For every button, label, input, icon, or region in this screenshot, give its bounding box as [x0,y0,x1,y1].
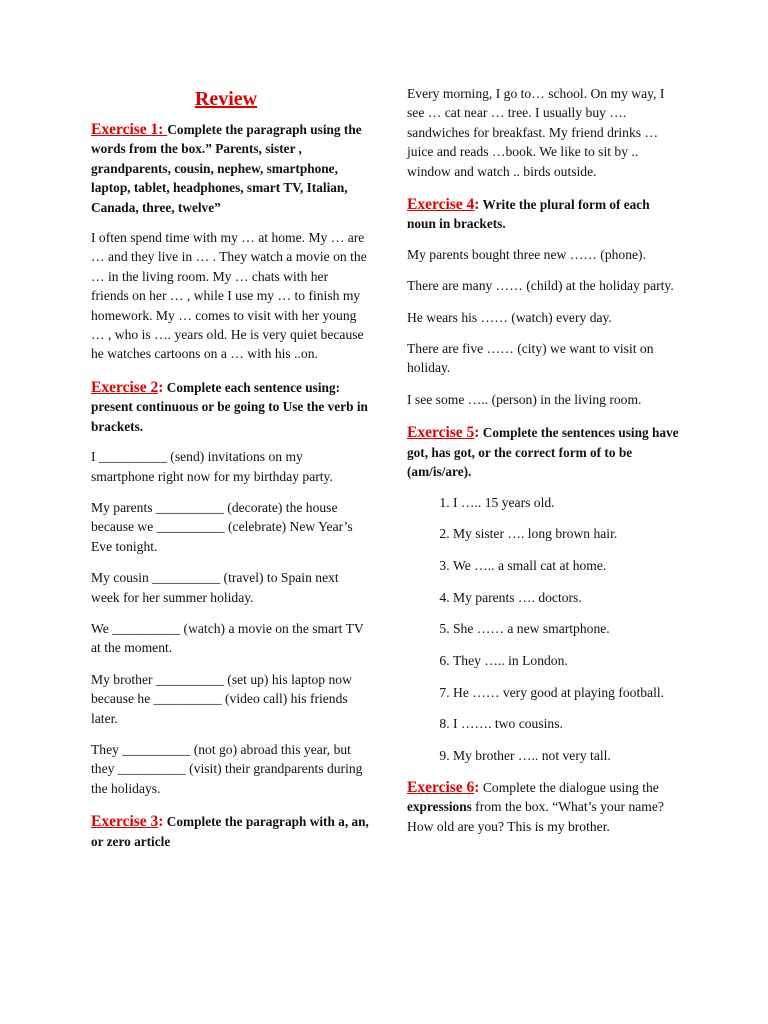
exercise-5-list [407,493,679,766]
exercise-4-sentence: He wears his …… (watch) every day. [407,309,612,325]
exercise-4-sentence: I see some ….. (person) in the living room. [407,391,642,407]
right-column [407,0,679,836]
list-item: 3. We ….. a small cat at home. [453,556,679,575]
exercise-1-instruction: Complete the paragraph using the words from the box.” Parents, sister , grandparents, cousin, nephew, smartphone, laptop, tablet, headphones, smart TV, Italian, Canada, three, twelve” [91,122,362,215]
exercise-2-sentence: My brother __________ (set up) his laptop now because he __________ (video call) his friends later. [91,671,352,726]
exercise-1-label: Exercise 1: [91,121,168,138]
list-item: 2. My sister …. long brown hair. [453,524,679,543]
exercise-1-paragraph: I often spend time with my … at home. My … are … and they live in … . They watch a movie on the … in the living room. My … chats with her friends on her … , while I use my … to finish my homework. My … comes to visit with her young … , who is …. years old. He is very quiet because he watches cartoons on a … with his ..on. [91,230,367,362]
exercise-3-heading: Exercise 3: Complete the paragraph with a, an, or zero article [91,813,369,849]
exercise-6-label: Exercise 6 [407,778,475,796]
list-item: 1. I ….. 15 years old. [453,493,679,512]
exercise-4-sentence: There are five …… (city) we want to visit on holiday. [407,341,654,376]
exercise-2-label: Exercise 2 [91,378,159,396]
exercise-5-label: Exercise 5 [407,424,475,442]
exercise-3-instruction: Complete the paragraph with a, an, or zero article [91,814,369,849]
list-item: 5. She …… a new smartphone. [453,619,679,638]
list-item: 6. They ….. in London. [453,651,679,670]
exercise-2-sentence: We __________ (watch) a movie on the smart TV at the moment. [91,620,364,656]
exercise-6-heading: Exercise 6: Complete the dialogue using the expressions from the box. “What’s your name? How old are you? This is my brother. [407,778,664,834]
exercise-2-sentence: I __________ (send) invitations on my smartphone right now for my birthday party. [91,449,333,484]
exercise-2-sentence: My cousin __________ (travel) to Spain next week for her summer holiday. [91,570,339,605]
exercise-6-instruction-rest: from the box. “What’s your name? How old are you? This is my brother. [407,799,664,834]
exercise-2-instruction: Complete each sentence using: present continuous or be going to Use the verb in brackets. [91,379,368,434]
exercise-5-heading: Exercise 5: Complete the sentences using have got, has got, or the correct form of to be (am/is/are). [407,424,679,480]
exercise-2-sentence: They __________ (not go) abroad this year, but they __________ (visit) their grandparents during the holidays. [91,741,363,796]
exercise-4-sentence: My parents bought three new …… (phone). [407,246,646,262]
exercise-6-instruction: Complete the dialogue using the [479,779,659,795]
list-item: 8. I ……. two cousins. [453,714,679,733]
exercise-1-heading [91,120,369,217]
list-item: 4. My parents …. doctors. [453,588,679,607]
exercise-3-label: Exercise 3 [91,813,159,831]
exercise-5-instruction: Complete the sentences using have got, has got, or the correct form of to be (am/is/are). [407,425,679,480]
exercise-2-heading: Exercise 2: Complete each sentence using: present continuous or be going to Use the verb in brackets. [91,378,368,434]
list-item: 9. My brother ….. not very tall. [453,746,679,765]
exercise-4-instruction: Write the plural form of each noun in brackets. [407,197,650,232]
exercise-3-paragraph: Every morning, I go to… school. On my way, I see … cat near … tree. I usually buy …. sandwiches for breakfast. My friend drinks … juice and reads …book. We like to sit by .. window and watch .. birds outside. [407,86,665,179]
exercise-4-sentence: There are many …… (child) at the holiday party. [407,278,674,294]
exercise-6-bold-word: expressions [407,799,472,815]
page-title: Review [194,88,258,110]
left-column [91,0,369,851]
exercise-2-sentence: My parents __________ (decorate) the house because we __________ (celebrate) New Year’s Eve tonight. [91,499,353,554]
exercise-4-label: Exercise 4 [407,196,475,214]
list-item: 7. He …… very good at playing football. [453,683,679,702]
exercise-4-heading: Exercise 4: Write the plural form of each noun in brackets. [407,196,650,232]
